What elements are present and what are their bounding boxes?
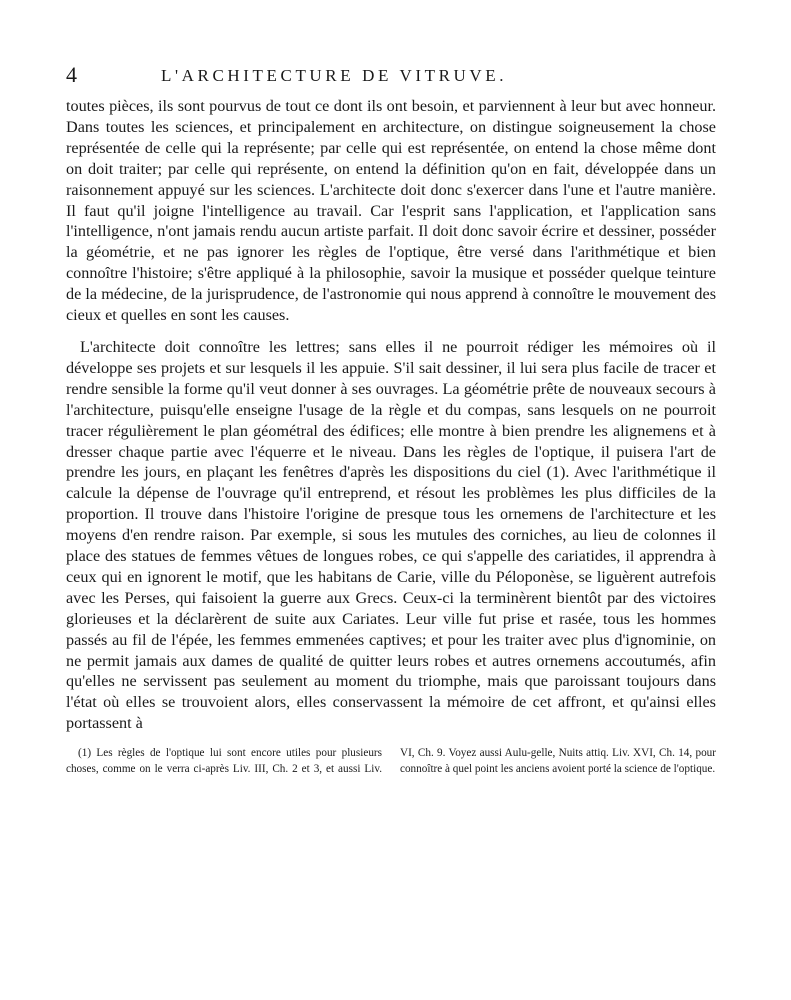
book-page [66,60,716,777]
page-number: 4 [66,62,77,87]
paragraph-2: L'architecte doit connoître les lettres; sans elles il ne pourroit rédiger les mémoires où il développe ses projets et sur lesquels il les appuie. S'il sait dessiner, il lui sera plus facile de tracer et rendre sensible la forme qu'il veut donner à ses ouvrages. La géométrie prête de nouveaux secours à l'architecture, puisqu'elle enseigne l'usage de la règle et du compas, sans lesquels on ne pourroit tracer régulièrement le plan géométral des édifices; elle montre à bien prendre les alignemens et à dresser chaque partie avec l'équerre et le niveau. Dans les règles de l'optique, il puisera l'art de prendre les jours, en plaçant les fenêtres d'après les dispositions du ciel (1). Avec l'arithmétique il calcule la dépense de l'ouvrage qu'il entreprend, et résout les problèmes les plus difficiles de la proportion. Il trouve dans l'histoire l'origine de presque tous les ornemens de l'architecture et les moyens d'en rendre raison. Par exemple, si sous les mutules des corniches, au lieu de colonnes il place des statues de femmes vêtues de longues robes, ce qui s'appelle des cariatides, il apprendra à ceux qui en ignorent le motif, que les habitans de Carie, ville du Péloponèse, se liguèrent autrefois avec les Perses, qui faisoient la guerre aux Grecs. Ceux-ci la terminèrent bientôt par des victoires glorieuses et la déclarèrent de suite aux Cariates. Leur ville fut prise et rasée, tous les hommes passés au fil de l'épée, les femmes emmenées captives; et pour les traiter avec plus d'ignominie, on ne permit jamais aux dames de qualité de quitter leurs robes et autres ornemens accoutumés, afin qu'elles ne servissent pas seulement au moment du triomphe, mais que paroissant toujours dans l'état où elles se trouvoient alors, elles conservassent la mémoire de cet affront, et qu'ainsi elles portassent à [66,337,716,733]
footnote-block [66,746,716,777]
running-head [66,60,716,96]
body-text [66,96,716,734]
running-title: L'ARCHITECTURE DE VITRUVE. [161,66,508,85]
paragraph-1: toutes pièces, ils sont pourvus de tout ce dont ils ont besoin, et parviennent à leur but avec honneur. Dans toutes les sciences, et principalement en architecture, on distingue soigneusement la chose représentée de celle qui la représente; par celle qui est représentée, on entend la chose même dont on doit traiter; par celle qui représente, on entend la définition qu'on en fait, développée dans un raisonnement appuyé sur les sciences. L'architecte doit donc s'exercer dans l'une et l'autre manière. Il faut qu'il joigne l'intelligence au travail. Car l'esprit sans l'application, et l'application sans l'intelligence, n'ont jamais rendu aucun artiste parfait. Il doit donc savoir écrire et dessiner, posséder la géométrie, et ne pas ignorer les règles de l'optique, être versé dans l'arithmétique et bien connoître l'histoire; s'être appliqué à la philosophie, savoir la musique et posséder quelque teinture de la médecine, de la jurisprudence, de l'astronomie qui nous apprend à connoître le mouvement des cieux et quelles en sont les causes. [66,97,716,325]
footnote-1: (1) Les règles de l'optique lui sont encore utiles pour plusieurs choses, comme on le verra ci-après Liv. III, Ch. 2 et 3, et aussi Liv. VI, Ch. 9. Voyez aussi Aulu-gelle, Nuits attiq. Liv. XVI, Ch. 14, pour connoître à quel point les anciens avoient porté la science de l'optique. [66,747,716,775]
